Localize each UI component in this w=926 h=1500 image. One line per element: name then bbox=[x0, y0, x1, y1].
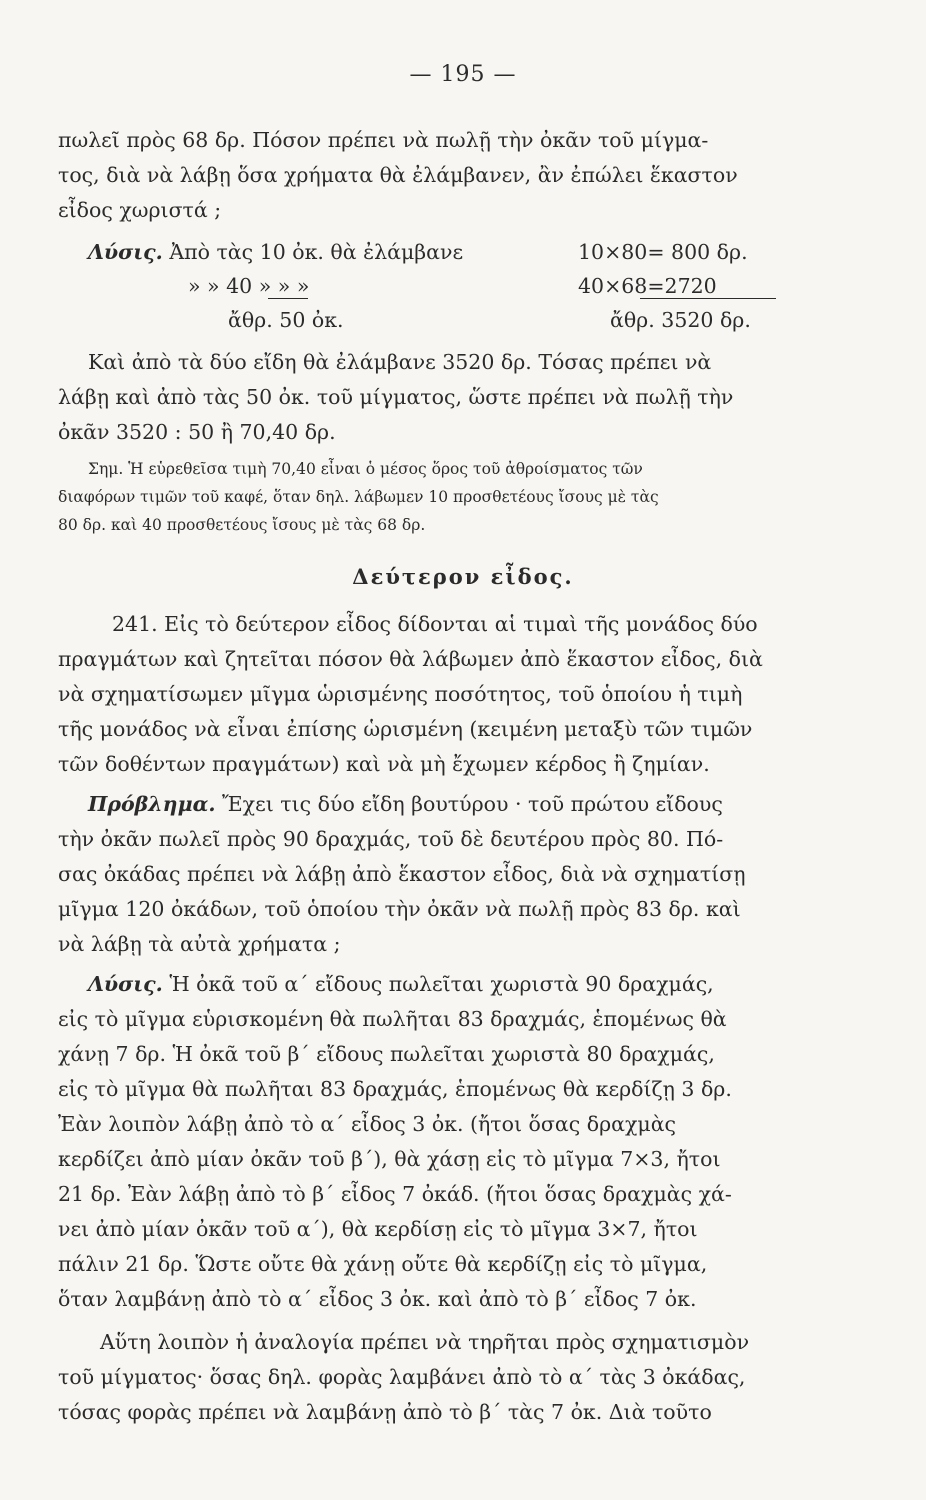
text-line: 21 δρ. Ἐὰν λάβῃ ἀπὸ τὸ β΄ εἶδος 7 ὀκάδ. (ἤτοι ὅσας δραχμὰς χά- bbox=[58, 1182, 732, 1206]
solution-text: » » 40 » » » bbox=[188, 274, 310, 298]
text-line: κερδίζει ἀπὸ μίαν ὀκᾶν τοῦ β΄), θὰ χάσῃ εἰς τὸ μῖγμα 7×3, ἤτοι bbox=[58, 1147, 721, 1171]
text-line: νει ἀπὸ μίαν ὀκᾶν τοῦ α΄), θὰ κερδίσῃ εἰς τὸ μῖγμα 3×7, ἤτοι bbox=[58, 1217, 698, 1241]
text-line: τὴν ὀκᾶν πωλεῖ πρὸς 90 δραχμάς, τοῦ δὲ δευτέρου πρὸς 80. Πό- bbox=[58, 827, 724, 851]
note-line: Σημ. Ἡ εὑρεθεῖσα τιμὴ 70,40 εἶναι ὁ μέσος ὅρος τοῦ ἀθροίσματος τῶν bbox=[88, 460, 643, 478]
text-line: τοῦ μίγματος· ὅσας δηλ. φορὰς λαμβάνει ἀπὸ τὸ α΄ τὰς 3 ὀκάδας, bbox=[58, 1365, 746, 1389]
solution-first-line bbox=[88, 972, 714, 996]
solution-label: Λύσις. bbox=[88, 972, 163, 996]
problem-text: Ἔχει τις δύο εἴδη βουτύρου · τοῦ πρώτου εἴδους bbox=[222, 792, 723, 816]
solution-text: Ἀπὸ τὰς 10 ὀκ. θὰ ἐλάμβανε bbox=[169, 240, 464, 264]
section-heading: Δεύτερον εἶδος. bbox=[352, 564, 574, 589]
sum-rule bbox=[268, 298, 308, 299]
text-line: Αὕτη λοιπὸν ἡ ἀναλογία πρέπει νὰ τηρῆται πρὸς σχηματισμὸν bbox=[100, 1330, 750, 1354]
text-line: νὰ σχηματίσωμεν μῖγμα ὡρισμένης ποσότητος, τοῦ ὁποίου ἡ τιμὴ bbox=[58, 682, 743, 706]
text-line: τῶν δοθέντων πραγμάτων) καὶ νὰ μὴ ἔχωμεν κέρδος ἢ ζημίαν. bbox=[58, 752, 710, 776]
text-line: Καὶ ἀπὸ τὰ δύο εἴδη θὰ ἐλάμβανε 3520 δρ. Τόσας πρέπει νὰ bbox=[88, 350, 712, 374]
page-number: — 195 — bbox=[409, 62, 517, 87]
text-line: εἶδος χωριστά ; bbox=[58, 198, 222, 222]
solution-text: ἄθρ. 50 ὀκ. bbox=[228, 308, 344, 332]
text-line: πωλεῖ πρὸς 68 δρ. Πόσον πρέπει νὰ πωλῇ τὴν ὀκᾶν τοῦ μίγμα- bbox=[58, 128, 709, 152]
calc-row: 40×68=2720 bbox=[578, 274, 717, 298]
text-line: εἰς τὸ μῖγμα θὰ πωλῆται 83 δραχμάς, ἑπομένως θὰ κερδίζῃ 3 δρ. bbox=[58, 1077, 732, 1101]
text-line: Ἐὰν λοιπὸν λάβῃ ἀπὸ τὸ α΄ εἶδος 3 ὀκ. (ἤτοι ὅσας δραχμὰς bbox=[58, 1112, 677, 1136]
text-line: 241. Εἰς τὸ δεύτερον εἶδος δίδονται αἱ τιμαὶ τῆς μονάδος δύο bbox=[112, 612, 758, 636]
calc-row: ἄθρ. 3520 δρ. bbox=[610, 308, 751, 332]
problem-label: Πρόβλημα. bbox=[88, 792, 216, 816]
solution-label: Λύσις. bbox=[88, 240, 163, 264]
solution-row bbox=[88, 240, 463, 264]
text-line: χάνῃ 7 δρ. Ἡ ὀκᾶ τοῦ β΄ εἴδους πωλεῖται χωριστὰ 80 δραχμάς, bbox=[58, 1042, 715, 1066]
text-line: λάβῃ καὶ ἀπὸ τὰς 50 ὀκ. τοῦ μίγματος, ὥστε πρέπει νὰ πωλῇ τὴν bbox=[58, 385, 734, 409]
text-line: ὀκᾶν 3520 : 50 ἢ 70,40 δρ. bbox=[58, 420, 336, 444]
text-line: μῖγμα 120 ὀκάδων, τοῦ ὁποίου τὴν ὀκᾶν νὰ πωλῇ πρὸς 83 δρ. καὶ bbox=[58, 897, 741, 921]
text-line: τόσας φορὰς πρέπει νὰ λαμβάνῃ ἀπὸ τὸ β΄ τὰς 7 ὀκ. Διὰ τοῦτο bbox=[58, 1400, 712, 1424]
text-line: τῆς μονάδος νὰ εἶναι ἐπίσης ὡρισμένη (κειμένη μεταξὺ τῶν τιμῶν bbox=[58, 717, 753, 741]
solution-text: Ἡ ὀκᾶ τοῦ α΄ εἴδους πωλεῖται χωριστὰ 90 δραχμάς, bbox=[169, 972, 714, 996]
text-line: σας ὀκάδας πρέπει νὰ λάβῃ ἀπὸ ἕκαστον εἶδος, διὰ νὰ σχηματίσῃ bbox=[58, 862, 746, 886]
problem-first-line bbox=[88, 792, 723, 816]
text-line: ὅταν λαμβάνῃ ἀπὸ τὸ α΄ εἶδος 3 ὀκ. καὶ ἀπὸ τὸ β΄ εἶδος 7 ὀκ. bbox=[58, 1287, 697, 1311]
sum-rule bbox=[640, 298, 776, 299]
text-line: εἰς τὸ μῖγμα εὑρισκομένη θὰ πωλῆται 83 δραχμάς, ἑπομένως θὰ bbox=[58, 1007, 727, 1031]
text-line: νὰ λάβῃ τὰ αὐτὰ χρήματα ; bbox=[58, 932, 341, 956]
note-line: διαφόρων τιμῶν τοῦ καφέ, ὅταν δηλ. λάβωμεν 10 προσθετέους ἴσους μὲ τὰς bbox=[58, 488, 659, 506]
calc-row: 10×80= 800 δρ. bbox=[578, 240, 748, 264]
note-line: 80 δρ. καὶ 40 προσθετέους ἴσους μὲ τὰς 68 δρ. bbox=[58, 516, 426, 534]
text-line: πραγμάτων καὶ ζητεῖται πόσον θὰ λάβωμεν ἀπὸ ἕκαστον εἶδος, διὰ bbox=[58, 647, 763, 671]
text-line: τος, διὰ νὰ λάβῃ ὅσα χρήματα θὰ ἐλάμβανεν, ἂν ἐπώλει ἕκαστον bbox=[58, 163, 738, 187]
text-line: πάλιν 21 δρ. Ὥστε οὔτε θὰ χάνῃ οὔτε θὰ κερδίζῃ εἰς τὸ μῖγμα, bbox=[58, 1252, 708, 1276]
